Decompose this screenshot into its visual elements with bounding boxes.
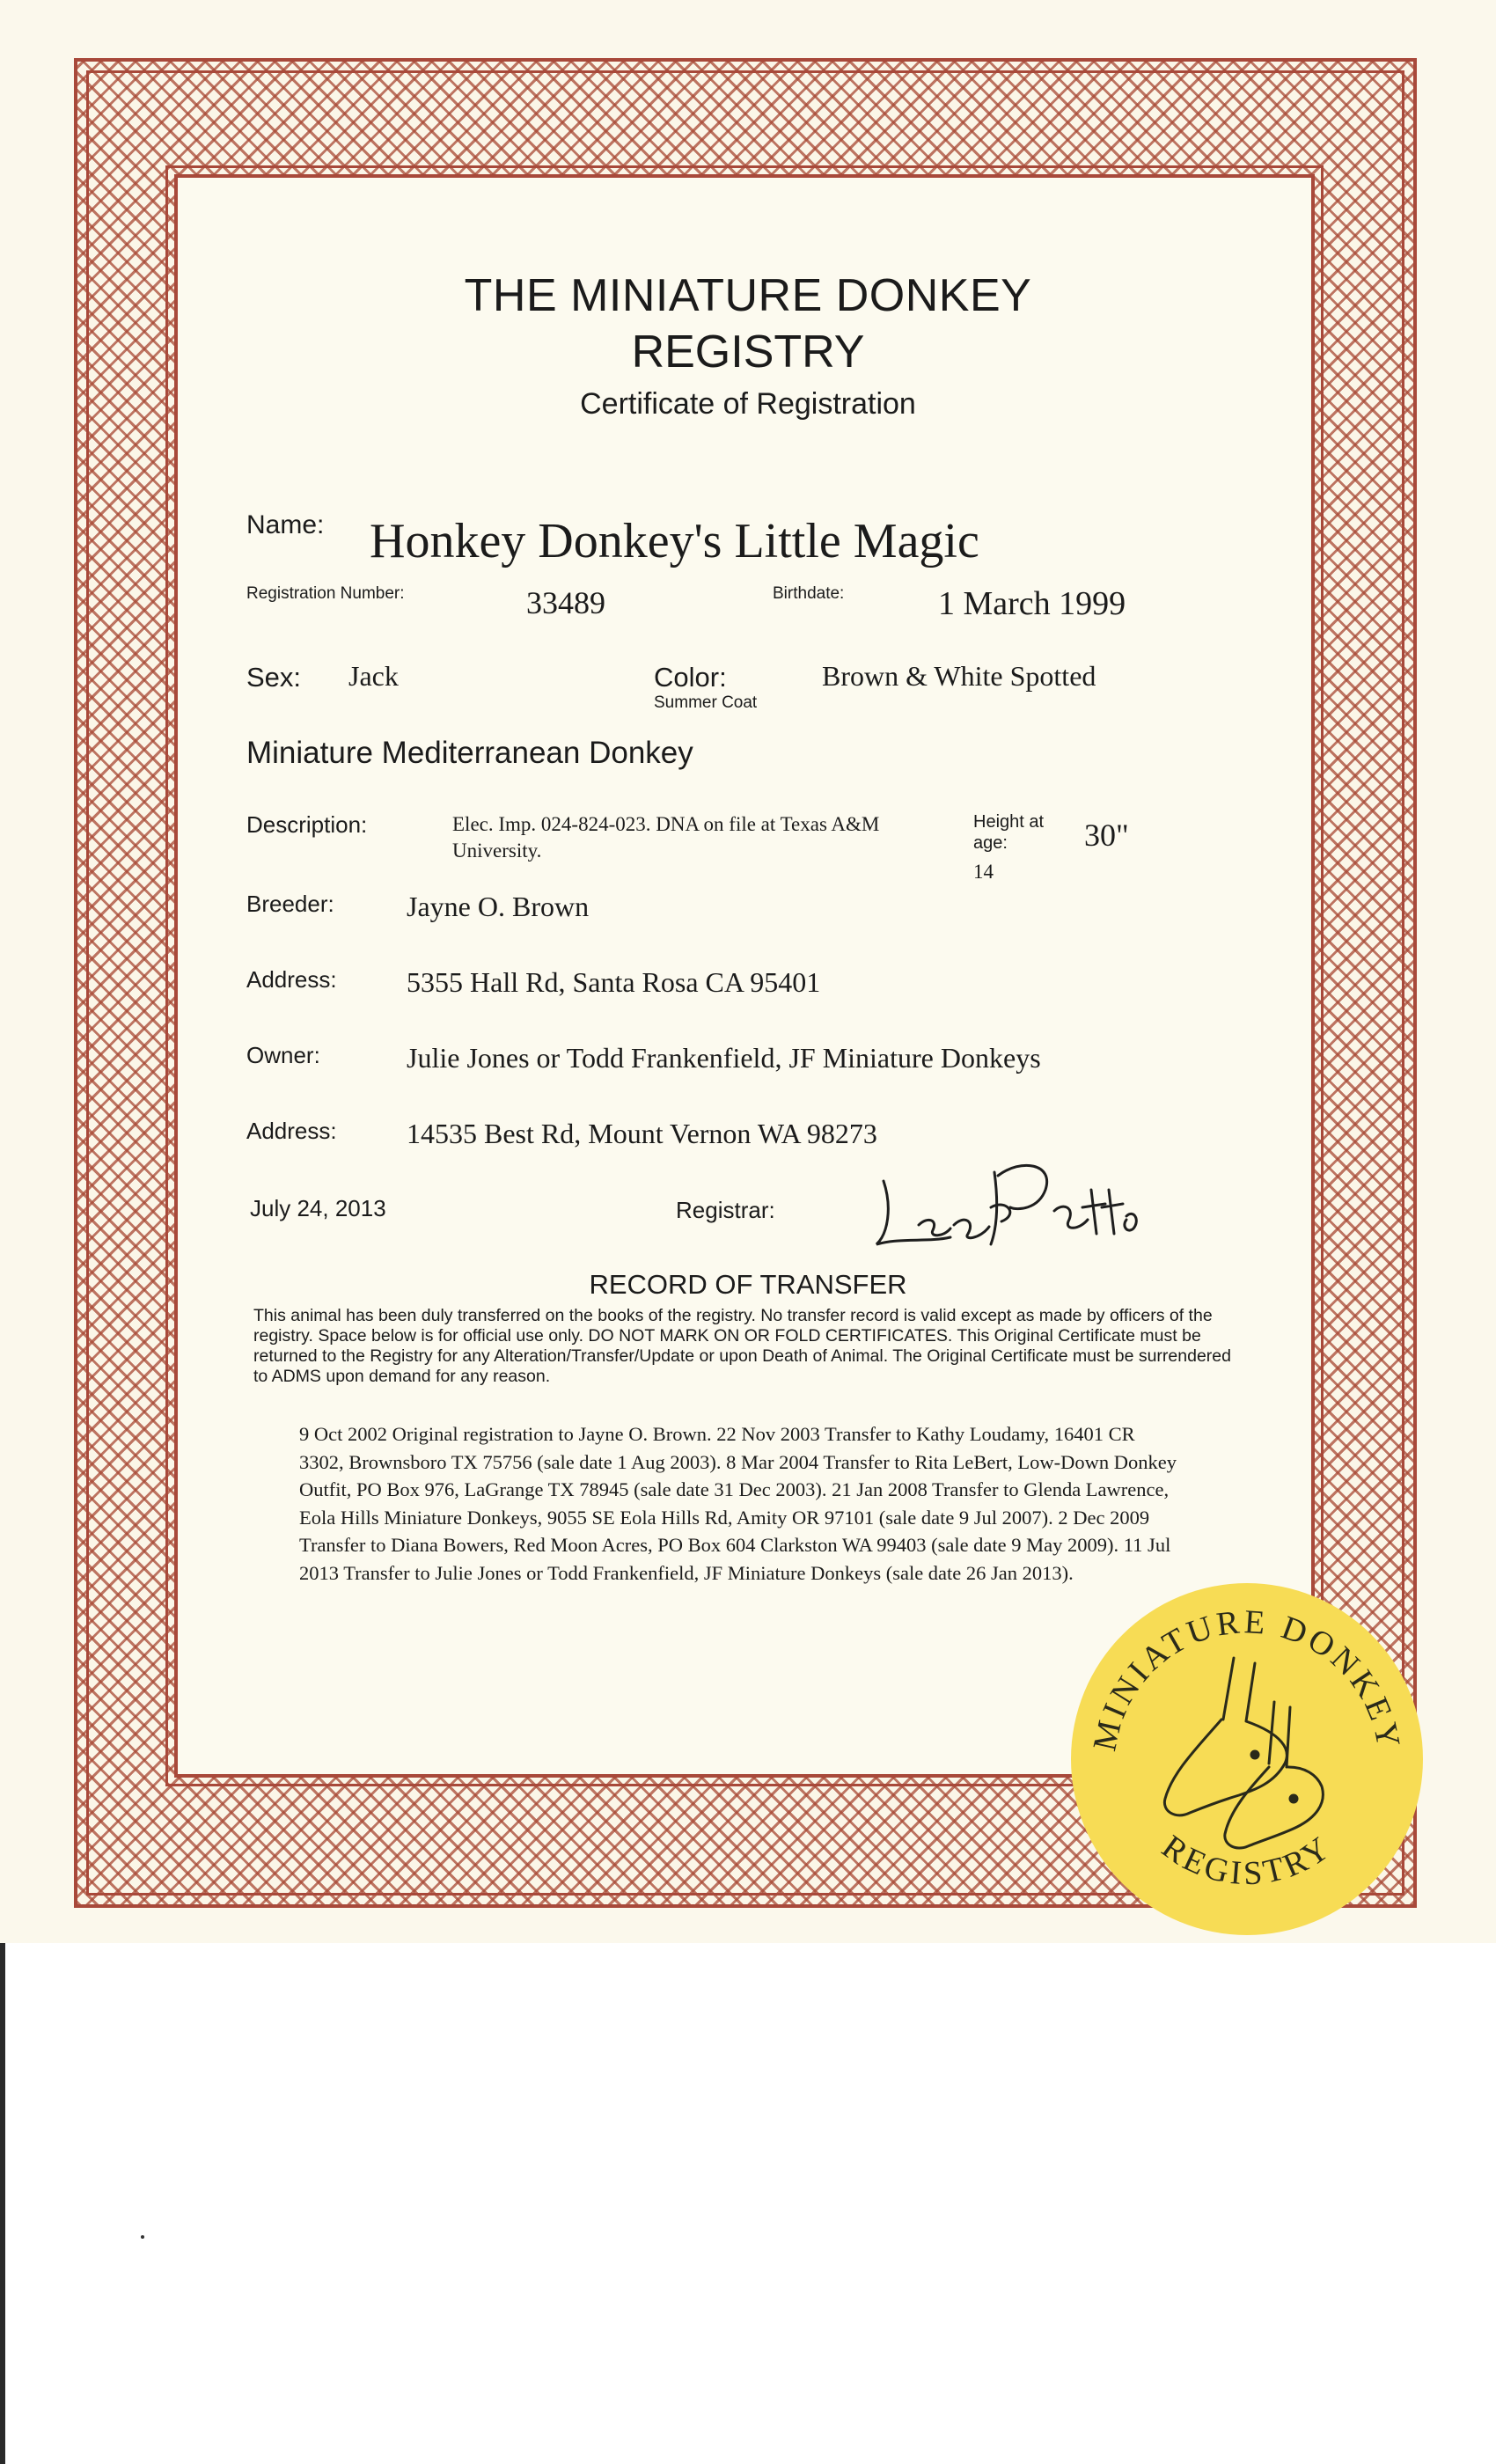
seal-text-top: MINIATURE DONKEY [1086,1603,1408,1755]
breeder-address: 5355 Hall Rd, Santa Rosa CA 95401 [407,966,821,998]
breeder-label: Breeder: [246,891,334,917]
registration-number-label: Registration Number: [246,584,405,603]
seal-text-bottom: REGISTRY [1155,1828,1339,1893]
issue-date: July 24, 2013 [250,1195,386,1221]
description-label: Description: [246,811,368,838]
color-label: Color: [654,662,727,693]
certificate-subtitle: Certificate of Registration [580,387,916,421]
sex-value: Jack [348,660,399,692]
transfer-notice: This animal has been duly transferred on the books of the registry. No transfer record is valid except as made by officers of the registry. Space below is for official use only. DO NOT MARK ON OR FOLD CERTIFICATES. This Original Certificate must be returned to the Registry for any Alteration/Transfer/Update or upon Death of Animal. The Original Certificate must be surrendered to ADMS upon demand for any reason. [253,1306,1231,1386]
registry-title-line2: REGISTRY [631,326,865,378]
coat-note: Summer Coat [654,693,758,712]
owner-value: Julie Jones or Todd Frankenfield, JF Miniature Donkeys [407,1042,1041,1074]
donkey-name: Honkey Donkey's Little Magic [370,514,979,568]
owner-label: Owner: [246,1042,320,1068]
birthdate: 1 March 1999 [938,585,1126,622]
sex-label: Sex: [246,662,302,693]
height-age: 14 [973,861,994,883]
birthdate-label: Birthdate: [773,584,845,603]
registry-title-line1: THE MINIATURE DONKEY [464,270,1032,321]
description-value: Elec. Imp. 024-824-023. DNA on file at Texas A&M University. [452,813,880,862]
height-label: Height at age: [973,812,1045,853]
breed: Miniature Mediterranean Donkey [246,736,693,770]
height-value: 30" [1084,818,1129,853]
blank-page-area [0,1943,1496,2464]
scan-edge-shadow [0,1943,5,2464]
registrar-label: Registrar: [676,1197,775,1223]
dust-speck [141,2235,144,2239]
transfer-history: 9 Oct 2002 Original registration to Jayne O. Brown. 22 Nov 2003 Transfer to Kathy Loudamy, 16401 CR 3302, Brownsboro TX 75756 (sale date 1 Aug 2003). 8 Mar 2004 Transfer to Rita LeBert, Low-Down Donkey Outfit, PO Box 976, LaGrange TX 78945 (sale date 31 Dec 2003). 21 Jan 2008 Transfer to Glenda Lawrence, Eola Hills Miniature Donkeys, 9055 SE Eola Hills Rd, Amity OR 97101 (sale date 9 Jul 2007). 2 Dec 2009 Transfer to Diana Bowers, Red Moon Acres, PO Box 604 Clarkston WA 99403 (sale date 9 May 2009). 11 Jul 2013 Transfer to Julie Jones or Todd Frankenfield, JF Miniature Donkeys (sale date 26 Jan 2013). [299,1423,1177,1584]
owner-address: 14535 Best Rd, Mount Vernon WA 98273 [407,1118,877,1149]
name-label: Name: [246,510,325,539]
breeder-value: Jayne O. Brown [407,891,590,922]
breeder-address-label: Address: [246,966,337,993]
owner-address-label: Address: [246,1118,337,1144]
color-value: Brown & White Spotted [822,660,1096,692]
registrar-signature [866,1146,1148,1260]
miniature-donkey-registry-seal [1067,1579,1427,1940]
record-of-transfer-heading: RECORD OF TRANSFER [589,1269,907,1300]
registration-number: 33489 [526,585,605,620]
